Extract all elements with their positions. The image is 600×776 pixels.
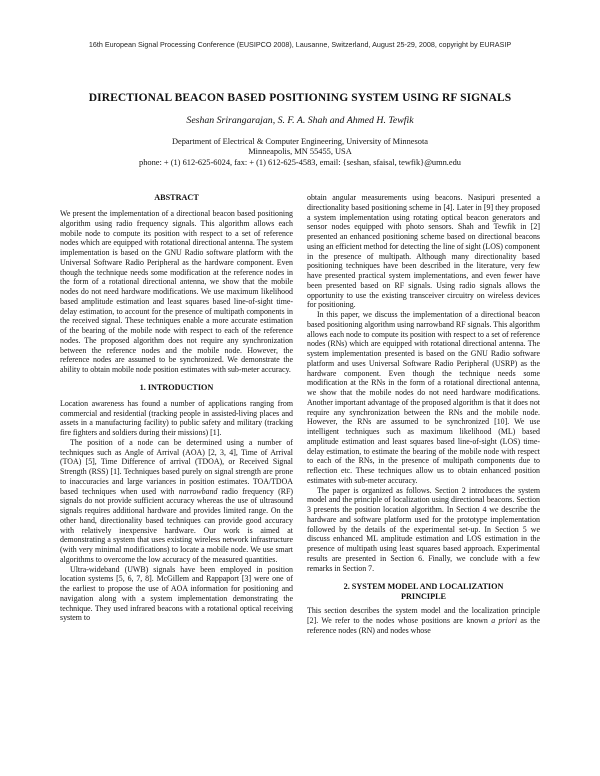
affiliation-block (0, 137, 600, 168)
intro-p2-end: radio frequency (RF) signals do not provide sufficient accuracy whereas the use of ultrasound signals requires additional hardware and provides limited range. On the other hand, directionality based techniques can provide good accuracy with relatively inexpensive hardware. Our work is aimed at demonstrating a system that uses existing wireless network infrastructure (with very minimal modifications) to locate a mobile node. We use smart algorithms to overcome the low accuracy of the measured quantities. (60, 486, 293, 564)
right-column (307, 193, 540, 636)
intro-paragraph-6: The paper is organized as follows. Section 2 introduces the system model and the principle of localization using directional beacons. Section 3 presents the position location algorithm. In Section 4 we describe the hardware and software platform used for the prototype implementation followed by the details of the experimental set-up. In Section 5 we discuss enhanced ML amplitude estimation and LOS estimation in the presence of multipath using least squares based approach. Experimental results are presented in Section 6. Finally, we conclude with a few remarks in Section 7. (307, 485, 540, 573)
paper-title: DIRECTIONAL BEACON BASED POSITIONING SYSTEM USING RF SIGNALS (88, 92, 512, 104)
abstract-text: We present the implementation of a directional beacon based positioning algorithm using radio frequency signals. This algorithm allows each mobile node to compute its position with respect to a set of reference nodes which are equipped with rotational directional antenna. The system implementation is based on the GNU Radio software platform with the Universal Software Radio Peripheral as the hardware component. Even though the technique needs some modification at the reference nodes in the form of a rotational directional antenna, we show that the mobile nodes do not need hardware modifications. We use maximum likelihood based amplitude estimation and least squares based line-of-sight time-delay estimation, to account for the presence of multipath components in the received signal. These techniques enable a more accurate estimation of the bearing of the mobile node with respect to each of the reference nodes. The proposed algorithm does not require any synchronization between the reference nodes and the mobile node. However, the reference nodes are assumed to be synchronized. We demonstrate the ability to obtain mobile node position estimates with sub-meter accuracy. (60, 209, 293, 374)
system-p1-start: This section describes the system model and the localization principle [2]. We refer to the nodes whose positions are known (307, 606, 540, 625)
affiliation-contact: phone: + (1) 612-625-6024, fax: + (1) 612-625-4583, email: {seshan, sfaisal, tewfik}@umn.edu (139, 157, 461, 167)
conference-header: 16th European Signal Processing Conference (EUSIPCO 2008), Lausanne, Switzerland, August 25-29, 2008, copyright by EURASIP (88, 40, 512, 49)
abstract-heading: ABSTRACT (154, 193, 199, 202)
intro-paragraph-2 (60, 438, 293, 565)
system-model-heading-line-1: 2. SYSTEM MODEL AND LOCALIZATION (343, 582, 504, 592)
left-column (60, 193, 293, 623)
paper-authors: Seshan Srirangarajan, S. F. A. Shah and Ahmed H. Tewfik (186, 115, 414, 126)
system-p1-emphasis: a priori (491, 616, 517, 625)
intro-paragraph-3: Ultra-wideband (UWB) signals have been employed in position location systems [5, 6, 7, 8]. McGillem and Rappaport [3] were one of the earliest to propose the use of AOA information for positioning and navigation along with a system implementation demonstrating the technique. They used infrared beacons with a rotational optical receiving system to (60, 564, 293, 623)
intro-paragraph-5: In this paper, we discuss the implementation of a directional beacon based positioning algorithm using narrowband RF signals. This algorithm allows each node to compute its position with respect to a set of reference nodes (RNs) which are equipped with rotational directional antenna. The system implementation presented is based on the GNU Radio software platform and uses Universal Software Radio Peripheral (USRP) as the hardware component. Even though the technique needs some modification at the RNs in the form of a rotational directional antenna, we show that the mobile nodes do not need hardware modifications. Another important advantage of the proposed algorithm is that it does not require any synchronization between the RNs and the mobile node. However, the RNs are assumed to be synchronized [10]. We use intelligent techniques such as maximum likelihood (ML) based amplitude estimation and least squares based line-of-sight (LOS) time-delay estimation, to estimate the bearing of the mobile node with respect to each of the RNs, in the presence of multipath components due to reflection etc. These techniques allow us to obtain enhanced position estimates with sub-meter accuracy. (307, 310, 540, 485)
intro-paragraph-1: Location awareness has found a number of applications ranging from commercial and residential (tracking people in assisted-living places and assets in a manufacturing facility) to public safety and military (tracking fire fighters and soldiers during their missions) [1]. (60, 398, 293, 437)
system-model-heading-line-2: PRINCIPLE (400, 592, 447, 602)
affiliation-department: Department of Electrical & Computer Engineering, University of Minnesota (171, 137, 429, 146)
system-p1-end: as the reference nodes (RN) and nodes whose (307, 616, 540, 635)
system-model-paragraph-1 (307, 606, 540, 635)
intro-p2-start: The position of a node can be determined using a number of techniques such as Angle of Arrival (AOA) [2, 3, 4], Time of Arrival (TOA) [5], Time Difference of arrival (TDOA), or Received Signal Strength (RSS) [1]. Techniques based purely on signal strength are prone to inaccuracies and large variances in position estimates. TOA/TDOA based techniques when used with (60, 437, 293, 496)
intro-paragraph-4: obtain angular measurements using beacons. Nasipuri presented a directionality based positioning scheme in [4]. Later in [9] they proposed a system implementation using rotating optical beacon generators and sensor nodes equipped with photo sensors. Shah and Tewfik in [2] presented an enhanced positioning scheme based on directional beacons using an efficient method for detecting the line of sight (LOS) component in the presence of multipath. Although many directionality based positioning techniques have been described in the literature, very few have presented practical system implementations, and even fewer have been presented based on RF signals. Using radio signals allows the opportunity to use the existing transceiver circuitry on wireless devices for positioning. (307, 193, 540, 310)
system-model-heading (307, 582, 540, 602)
intro-p2-emphasis: narrowband (178, 486, 218, 496)
introduction-heading: 1. INTRODUCTION (139, 382, 214, 392)
affiliation-city: Minneapolis, MN 55455, USA (248, 147, 352, 157)
